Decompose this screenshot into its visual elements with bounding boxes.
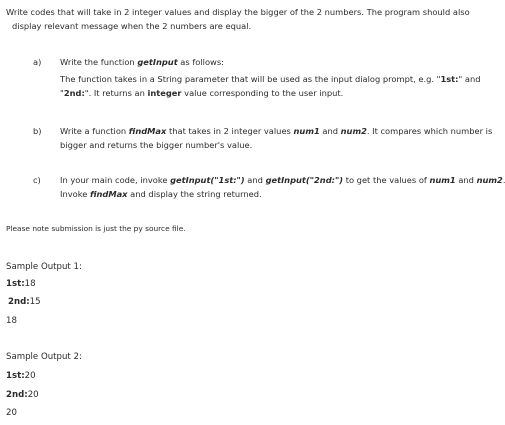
sample-1-title: Sample Output 1: bbox=[6, 262, 82, 272]
submission-note: Please note submission is just the py source file. bbox=[6, 224, 186, 233]
part-a-marker: a) bbox=[33, 57, 42, 67]
part-c-line-1: In your main code, invoke getInput("1st:") and getInput("2nd:") to get the values of num1 and num2 bbox=[60, 175, 503, 185]
part-b-line-2: bigger and returns the bigger number's value. bbox=[60, 140, 253, 150]
part-b-line-1: Write a function findMax that takes in 2 integer values num1 and num2. It compares which number is bbox=[60, 126, 493, 136]
sample-1-result: 18 bbox=[6, 316, 17, 326]
sample-2-line-2: 2nd:20 bbox=[6, 390, 39, 400]
part-c-line-2: Invoke findMax and display the string returned. bbox=[60, 189, 262, 199]
part-a-para-line-1: The function takes in a String parameter that will be used as the input dialog prompt, e.g. "1st:" and bbox=[60, 74, 481, 84]
part-a-heading: Write the function getInput as follows: bbox=[60, 57, 224, 67]
sample-2-title: Sample Output 2: bbox=[6, 352, 82, 362]
part-b-marker: b) bbox=[33, 126, 42, 136]
part-a-para-line-2: "2nd:". It returns an integer value corresponding to the user input. bbox=[60, 88, 344, 98]
sample-2-result: 20 bbox=[6, 408, 17, 418]
sample-2-line-1: 1st:20 bbox=[6, 371, 36, 381]
sample-1-line-1: 1st:18 bbox=[6, 279, 36, 289]
fn-getinput: getInput bbox=[137, 57, 178, 67]
intro-line-2: display relevant message when the 2 numbers are equal. bbox=[12, 21, 252, 31]
sample-1-line-2: 2nd:15 bbox=[8, 297, 41, 307]
intro-line-1: Write codes that will take in 2 integer values and display the bigger of the 2 numbers. The program should also bbox=[6, 7, 470, 17]
part-c-marker: c) bbox=[33, 175, 41, 185]
